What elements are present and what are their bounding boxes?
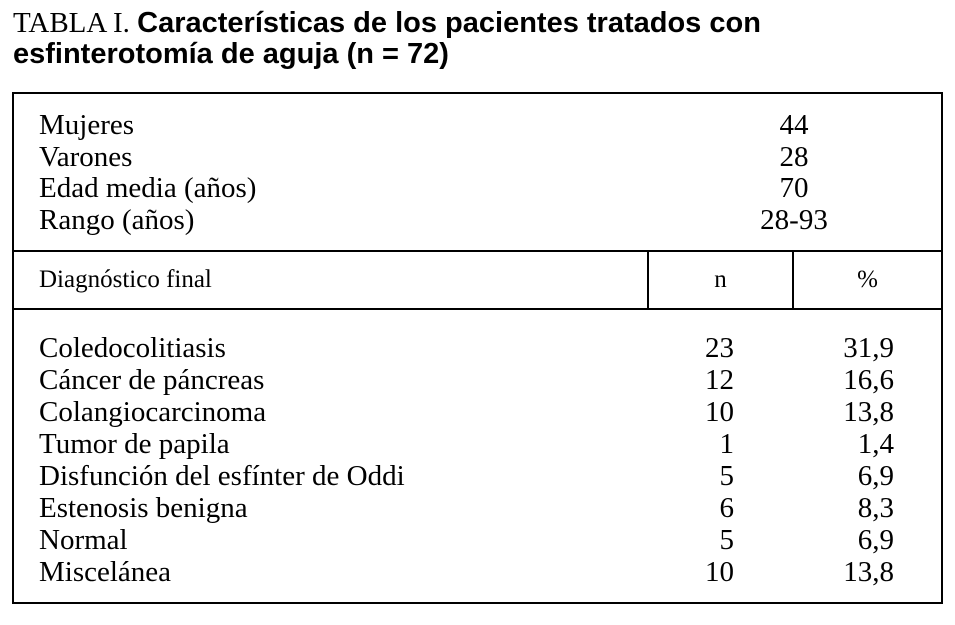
- diagnosis-n: 10: [705, 556, 734, 588]
- patient-characteristics-table: [12, 92, 943, 604]
- diagnosis-row: [14, 428, 941, 460]
- demographic-label: Edad media (años): [39, 172, 257, 204]
- diagnosis-label: Cáncer de páncreas: [39, 364, 265, 396]
- diagnosis-header-label: Diagnóstico final: [39, 266, 212, 293]
- demographic-value: 28: [779, 141, 809, 173]
- demographic-value: 28-93: [760, 204, 828, 236]
- diagnosis-n: 5: [719, 460, 734, 492]
- diagnosis-row: [14, 556, 941, 588]
- demographic-label: Rango (años): [39, 204, 195, 236]
- diagnosis-row: [14, 460, 941, 492]
- diagnosis-row: [14, 332, 941, 364]
- diagnosis-row: [14, 492, 941, 524]
- diagnosis-n: 6: [719, 492, 734, 524]
- demographic-label: Varones: [39, 141, 133, 173]
- diagnosis-label: Miscelánea: [39, 556, 172, 588]
- table-title: Características de los pacientes tratados con esfinterotomía de aguja (n = 72): [13, 7, 761, 70]
- demographic-label: Mujeres: [39, 109, 135, 141]
- diagnosis-label: Estenosis benigna: [39, 492, 248, 524]
- diagnosis-label: Colangiocarcinoma: [39, 396, 267, 428]
- demographic-row-men: [14, 141, 941, 173]
- demographic-value: 44: [779, 109, 809, 141]
- demographic-row-women: [14, 109, 941, 141]
- diagnosis-label: Tumor de papila: [39, 428, 230, 460]
- diagnosis-label: Coledocolitiasis: [39, 332, 226, 364]
- diagnosis-percent: 1,4: [857, 428, 894, 460]
- diagnosis-percent: 13,8: [843, 556, 894, 588]
- diagnosis-percent: 6,9: [857, 524, 894, 556]
- diagnosis-percent: 13,8: [843, 396, 894, 428]
- divider-line: [14, 308, 941, 310]
- diagnosis-percent: 16,6: [843, 364, 894, 396]
- demographic-value: 70: [779, 172, 809, 204]
- diagnosis-n: 23: [705, 332, 734, 364]
- diagnosis-n: 10: [705, 396, 734, 428]
- diagnosis-n: 5: [719, 524, 734, 556]
- diagnosis-percent: 6,9: [857, 460, 894, 492]
- diagnosis-row: [14, 396, 941, 428]
- demographic-row-mean-age: [14, 172, 941, 204]
- diagnosis-label: Disfunción del esfínter de Oddi: [39, 460, 405, 492]
- diagnosis-row: [14, 364, 941, 396]
- diagnosis-percent: 31,9: [843, 332, 894, 364]
- diagnosis-label: Normal: [39, 524, 128, 556]
- table-number: TABLA I.: [13, 7, 130, 39]
- diagnosis-row: [14, 524, 941, 556]
- demographic-row-age-range: [14, 204, 941, 236]
- percent-column-header: %: [857, 266, 878, 293]
- n-column-header: n: [714, 266, 727, 293]
- table-caption: [13, 8, 943, 70]
- diagnosis-n: 1: [719, 428, 734, 460]
- diagnosis-n: 12: [705, 364, 734, 396]
- diagnosis-percent: 8,3: [857, 492, 894, 524]
